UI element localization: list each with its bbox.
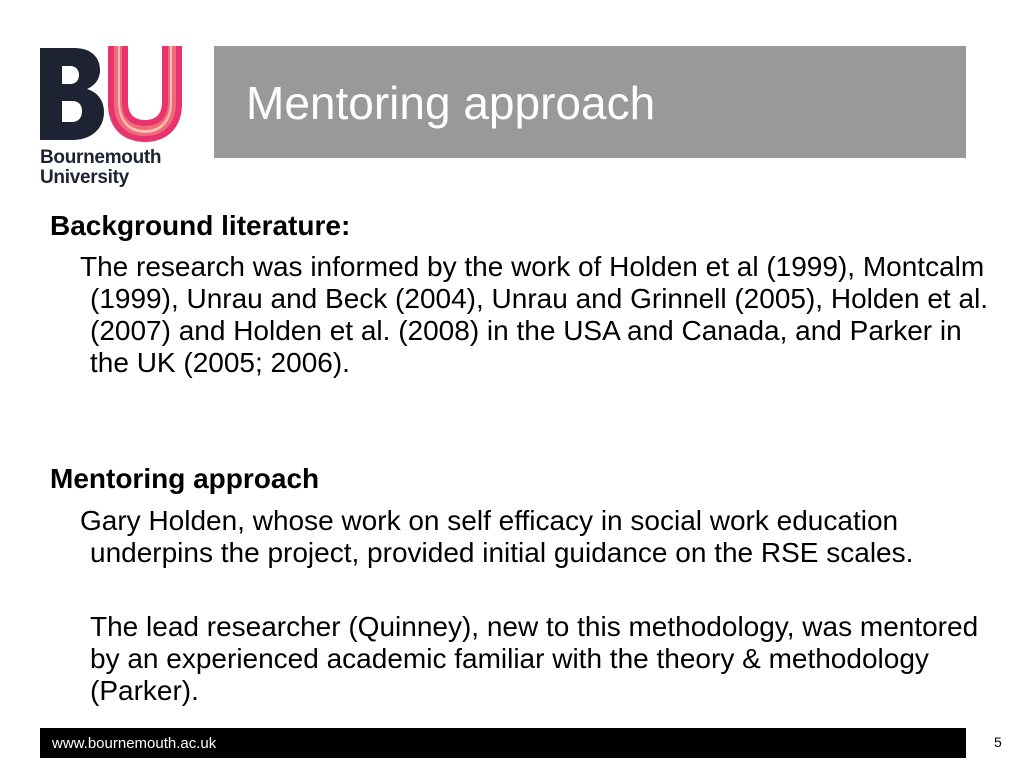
bournemouth-university-logo	[40, 44, 190, 194]
section-heading-background: Background literature:	[50, 210, 351, 241]
footer-bar	[40, 728, 966, 758]
logo-line-1: Bournemouth	[40, 147, 162, 168]
logo-line-2: University	[40, 167, 129, 188]
paragraph-mentoring-1: Gary Holden, whose work on self efficacy in social work education underpins the project, provided initial guidance on the RSE scales.	[80, 505, 914, 568]
section-heading-mentoring: Mentoring approach	[50, 463, 320, 494]
title-bar	[214, 46, 966, 158]
logo-wordmark	[40, 148, 161, 188]
footer-url-link[interactable]: www.bournemouth.ac.uk	[52, 735, 217, 752]
slide-title: Mentoring approach	[246, 77, 656, 129]
paragraph-mentoring-2: The lead researcher (Quinney), new to this methodology, was mentored by an experienced academic familiar with the theory & methodology (Parker).	[90, 611, 979, 706]
paragraph-background: The research was informed by the work of Holden et al (1999), Montcalm (1999), Unrau and Beck (2004), Unrau and Grinnell (2005), Holden et al. (2007) and Holden et al. (2008) in the USA and Canada, and Parker in the UK (2005; 2006).	[80, 251, 989, 378]
page-number: 5	[994, 734, 1002, 750]
bu-logo-icon	[40, 44, 190, 144]
